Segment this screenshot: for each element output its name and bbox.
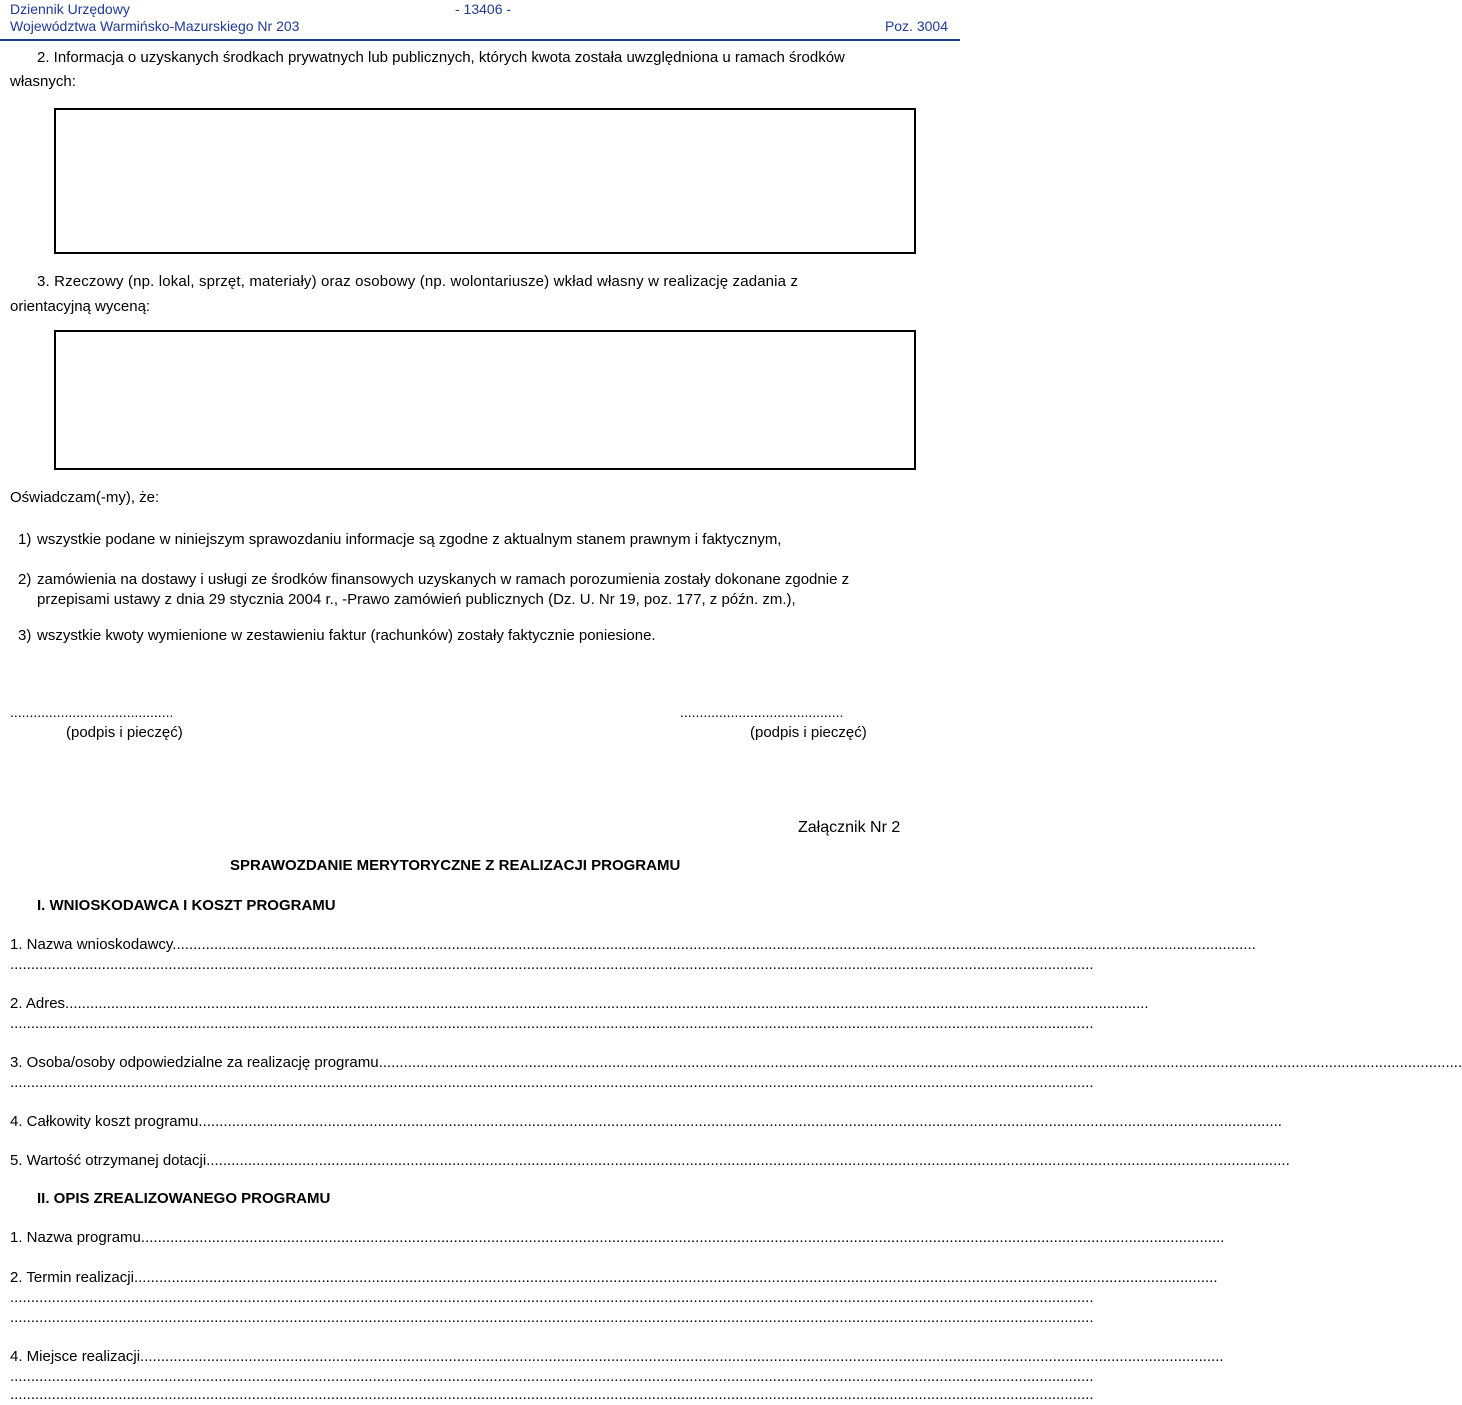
declaration-item-2-cont: przepisami ustawy z dnia 29 stycznia 2004 r., -Prawo zamówień publicznych (Dz. U. Nr 19, poz. 177, z późn. zm.),	[37, 591, 796, 608]
section-II-heading: II. OPIS ZREALIZOWANEGO PROGRAMU	[37, 1190, 331, 1207]
signature-left-dots: ..........................................	[10, 704, 174, 720]
field-term-cont-1[interactable]: ....................................................................................................................................................................................................................................................................	[10, 1289, 1094, 1306]
header-divider	[0, 39, 960, 41]
section-2-label: 2. Informacja o uzyskanych środkach prywatnych lub publicznych, których kwota została uwzględniona u ramach środków	[37, 49, 845, 66]
field-total-cost[interactable]: 4. Całkowity koszt programu....................................................................................................................................................................................................................................................................	[10, 1113, 1282, 1130]
own-funds-box[interactable]	[54, 108, 916, 254]
field-term[interactable]: 2. Termin realizacji....................................................................................................................................................................................................................................................................	[10, 1269, 1218, 1286]
field-address-label: 2. Adres	[10, 995, 66, 1012]
signature-left-label: (podpis i pieczęć)	[66, 724, 183, 741]
declaration-item-2: zamówienia na dostawy i usługi ze środków finansowych uzyskanych w ramach porozumienia zostały dokonane zgodnie z	[37, 571, 850, 588]
section-3-label: 3. Rzeczowy (np. lokal, sprzęt, materiały) oraz osobowy (np. wolontariusze) wkład własny w realizację zadania z	[37, 273, 799, 290]
field-applicant-name-cont[interactable]: ....................................................................................................................................................................................................................................................................	[10, 956, 1094, 973]
declaration-item-3-num: 3)	[18, 627, 32, 644]
signature-right-dots: ..........................................	[680, 704, 844, 720]
field-program-name-label: 1. Nazwa programu	[10, 1229, 141, 1246]
declaration-item-3: wszystkie kwoty wymienione w zestawieniu faktur (rachunków) zostały faktycznie poniesione.	[37, 627, 656, 644]
report-title: SPRAWOZDANIE MERYTORYCZNE Z REALIZACJI PROGRAMU	[230, 857, 681, 874]
field-applicant-name-label: 1. Nazwa wnioskodawcy	[10, 936, 173, 953]
section-3-label-cont: orientacyjną wyceną:	[10, 298, 151, 315]
declaration-intro: Oświadczam(-my), że:	[10, 489, 160, 506]
declaration-item-2-num: 2)	[18, 571, 32, 588]
position-number: Poz. 3004	[884, 18, 948, 34]
field-responsible-cont[interactable]: ....................................................................................................................................................................................................................................................................	[10, 1074, 1094, 1091]
field-address-cont[interactable]: ....................................................................................................................................................................................................................................................................	[10, 1015, 1094, 1032]
field-place-cont-1[interactable]: ....................................................................................................................................................................................................................................................................	[10, 1368, 1094, 1385]
journal-title: Dziennik Urzędowy	[10, 1, 130, 17]
field-grant-value-label: 5. Wartość otrzymanej dotacji	[10, 1152, 207, 1169]
field-applicant-name[interactable]: 1. Nazwa wnioskodawcy....................................................................................................................................................................................................................................................................	[10, 936, 1256, 953]
field-responsible-label: 3. Osoba/osoby odpowiedzialne za realizację programu	[10, 1054, 379, 1071]
field-responsible[interactable]: 3. Osoba/osoby odpowiedzialne za realizację programu....................................................................................................................................................................................................................................................................	[10, 1054, 1462, 1071]
field-address[interactable]: 2. Adres....................................................................................................................................................................................................................................................................	[10, 995, 1149, 1012]
field-total-cost-label: 4. Całkowity koszt programu	[10, 1113, 199, 1130]
journal-voivodeship: Województwa Warmińsko-Mazurskiego Nr 203	[10, 18, 300, 34]
field-term-cont-2[interactable]: ....................................................................................................................................................................................................................................................................	[10, 1309, 1094, 1326]
section-I-heading: I. WNIOSKODAWCA I KOSZT PROGRAMU	[37, 897, 336, 914]
in-kind-contribution-box[interactable]	[54, 330, 916, 470]
field-place-label: 4. Miejsce realizacji	[10, 1348, 141, 1365]
field-place[interactable]: 4. Miejsce realizacji....................................................................................................................................................................................................................................................................	[10, 1348, 1224, 1365]
field-grant-value[interactable]: 5. Wartość otrzymanej dotacji....................................................................................................................................................................................................................................................................	[10, 1152, 1290, 1169]
field-place-cont-2[interactable]: ....................................................................................................................................................................................................................................................................	[10, 1386, 1094, 1403]
field-program-name[interactable]: 1. Nazwa programu....................................................................................................................................................................................................................................................................	[10, 1229, 1225, 1246]
field-term-label: 2. Termin realizacji	[10, 1269, 134, 1286]
declaration-item-1-num: 1)	[18, 531, 32, 548]
page-number: - 13406 -	[455, 1, 512, 17]
declaration-item-1: wszystkie podane w niniejszym sprawozdaniu informacje są zgodne z aktualnym stanem prawnym i faktycznym,	[37, 531, 782, 548]
annex-label: Załącznik Nr 2	[798, 819, 901, 836]
section-2-label-cont: własnych:	[10, 73, 76, 90]
signature-right-label: (podpis i pieczęć)	[750, 724, 867, 741]
